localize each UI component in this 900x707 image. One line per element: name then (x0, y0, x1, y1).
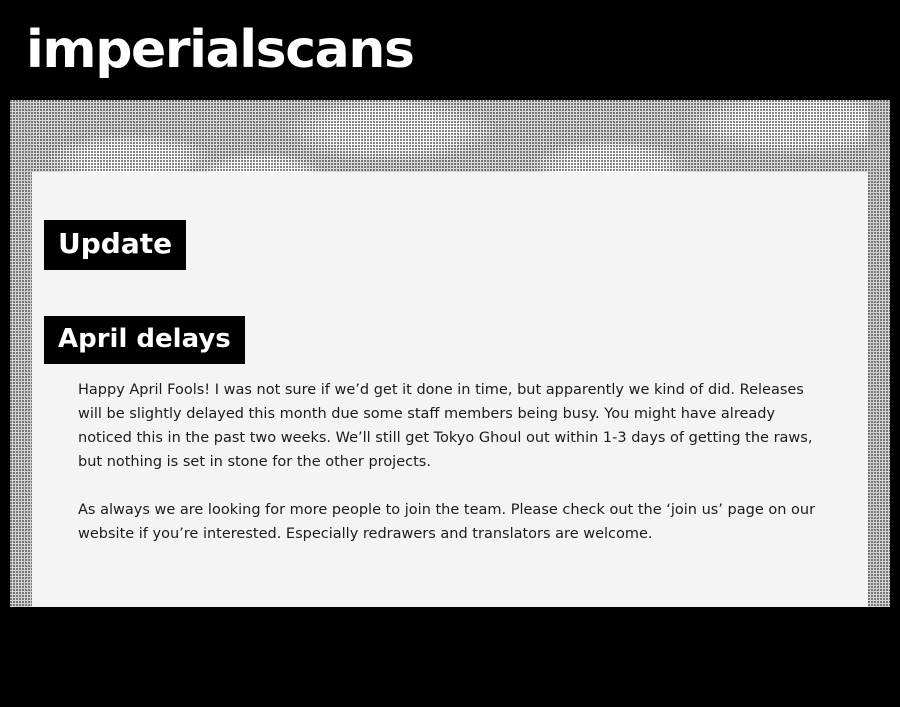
post-body (78, 378, 830, 546)
site-header (0, 0, 900, 100)
site-title[interactable]: imperialscans (26, 20, 414, 80)
post-paragraph-1: Happy April Fools! I was not sure if we’d get it done in time, but apparently we kind of did. Releases will be slightly delayed this month due some staff members being busy. You might have already noticed this in the past two weeks. We’ll still get Tokyo Ghoul out within 1-3 days of getting the raws, but nothing is set in stone for the other projects. (78, 382, 813, 470)
post-paragraph-2: As always we are looking for more people to join the team. Please check out the ‘join us’ page on our website if you’re interested. Especially redrawers and translators are welcome. (78, 502, 816, 542)
sky-halftone-background (10, 100, 890, 182)
post-title[interactable]: April delays (44, 316, 245, 364)
page-footer-band (0, 607, 900, 707)
category-label-update[interactable]: Update (44, 220, 186, 270)
